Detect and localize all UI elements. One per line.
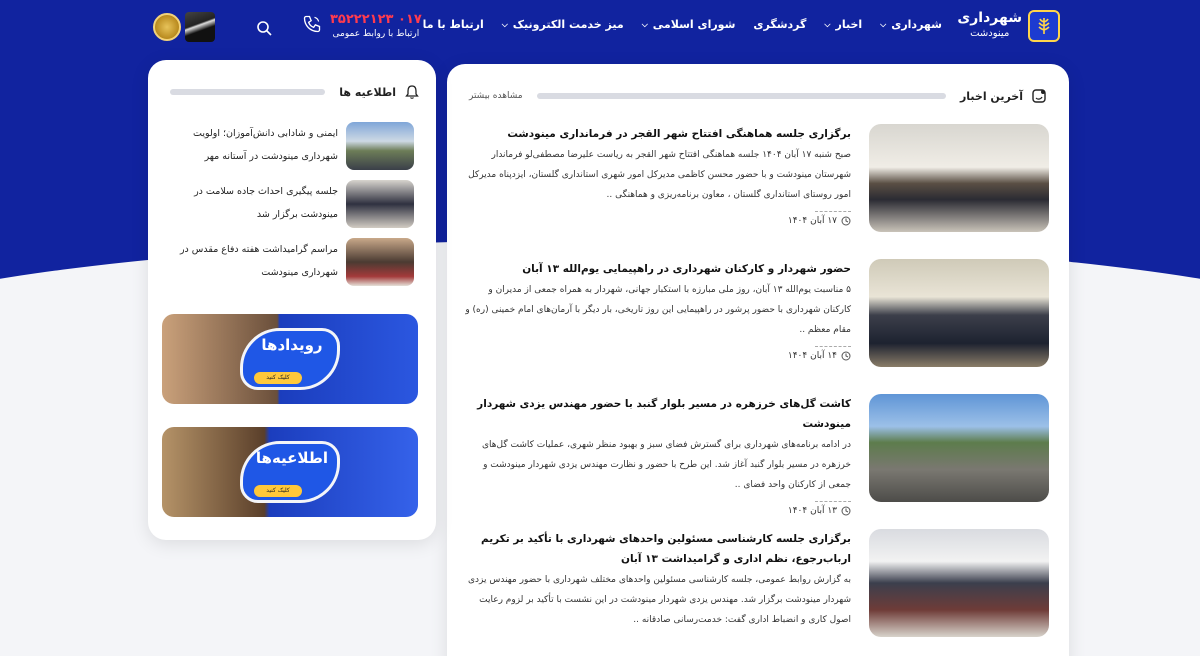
clock-icon <box>841 351 851 361</box>
announcement-item[interactable] <box>174 180 414 238</box>
main-nav <box>423 18 942 31</box>
chevron-down-icon: ⌵ <box>824 19 831 29</box>
nav-label: شورای اسلامی <box>652 18 736 31</box>
announcement-title[interactable]: ایمنی و شادابی دانش‌آموزان؛ اولویت شهرداری مینودشت در آستانه مهر <box>192 128 338 162</box>
events-banner[interactable] <box>162 314 418 404</box>
site-header <box>0 0 1200 56</box>
news-item-date <box>464 506 851 516</box>
news-icon <box>1031 88 1047 104</box>
emblem-badge-icon <box>153 13 181 41</box>
latest-news-card <box>447 64 1069 656</box>
phone-text <box>330 12 422 40</box>
news-item-date <box>464 351 851 361</box>
see-more-link[interactable]: مشاهده بیشتر <box>469 91 523 101</box>
divider <box>815 346 851 347</box>
phone-number: ۰۱۷ ۳۵۲۲۲۱۲۳ <box>330 12 422 27</box>
news-list <box>464 124 1049 656</box>
bell-icon <box>404 84 420 100</box>
phone-label: ارتباط با روابط عمومی <box>332 29 420 39</box>
nav-item-news[interactable] <box>824 18 862 31</box>
chevron-down-icon: ⌵ <box>641 19 648 29</box>
news-thumbnail[interactable] <box>869 529 1049 637</box>
nav-label: ارتباط با ما <box>422 18 484 31</box>
news-item-summary: ۵ مناسبت یوم‌الله ۱۳ آبان، روز ملی مبارزه با استکبار جهانی، شهردار به همراه جمعی از مدیران و کارکنان شهرداری با حضور پرشور در راهپیمایی این روز تاریخی، بار دیگر با آرمان‌های امام خمینی (ره) و مقام معظم .. <box>465 285 851 335</box>
news-title: آخرین اخبار <box>959 89 1023 103</box>
announcements-title: اطلاعیه ها <box>339 85 396 99</box>
news-item-title[interactable]: برگزاری جلسه هماهنگی افتتاح شهر القجر در فرمانداری مینودشت <box>507 128 851 140</box>
news-item-summary: در ادامه برنامه‌های شهرداری برای گسترش فضای سبز و بهبود منظر شهری، عملیات کاشت گل‌های خرزهره در مسیر بلوار گنبد آغاز شد. این طرح با حضور و نظارت مهندس یزدی شهردار مینودشت و جمعی از کارکنان واحد فضای .. <box>481 440 851 490</box>
banner-label: اطلاعیه‌ها <box>255 449 329 467</box>
news-body <box>464 259 851 394</box>
news-item-summary: صبح شنبه ۱۷ آبان ۱۴۰۴ جلسه هماهنگی افتتاح شهر القجر به ریاست علیرضا مصطفی‌لو فرماندار شهرستان مینودشت و با حضور محسن کاظمی مدیرکل امور شهری استانداری گلستان، ایزدپناه مدیرکل امور روستای استانداری گلستان ، معاون برنامه‌ریزی و هماهنگی .. <box>468 150 851 200</box>
banner-click-button[interactable]: کلیک کنید <box>254 485 302 497</box>
news-item-date <box>464 216 851 226</box>
announcement-thumbnail[interactable] <box>346 238 414 286</box>
nav-label: گردشگری <box>753 18 807 31</box>
banner-label: رویدادها <box>261 336 323 354</box>
news-item[interactable] <box>464 529 1049 656</box>
contact-phone[interactable] <box>302 12 422 40</box>
news-item[interactable] <box>464 259 1049 394</box>
leader-portrait-image <box>185 12 215 42</box>
news-item[interactable] <box>464 394 1049 529</box>
date-text: ۱۴ آبان ۱۴۰۴ <box>787 351 837 361</box>
news-item-title[interactable]: حضور شهردار و کارکنان شهرداری در راهپیمایی یوم‌الله ۱۳ آبان <box>522 263 851 275</box>
divider <box>170 89 325 95</box>
announcement-item[interactable] <box>174 122 414 180</box>
date-text: ۱۳ آبان ۱۴۰۴ <box>787 506 837 516</box>
nav-item-council[interactable] <box>642 18 736 31</box>
brand-title: شهرداری <box>957 10 1022 26</box>
announcements-banner[interactable] <box>162 427 418 517</box>
clock-icon <box>841 216 851 226</box>
announcements-list <box>174 122 414 296</box>
leaders-images <box>153 12 215 42</box>
banner-click-button[interactable]: کلیک کنید <box>254 372 302 384</box>
announcement-thumbnail[interactable] <box>346 180 414 228</box>
nav-item-eservices[interactable] <box>502 18 624 31</box>
announcements-card <box>148 60 436 540</box>
announcements-header <box>164 82 420 102</box>
announcement-title[interactable]: جلسه پیگیری احداث جاده سلامت در مینودشت برگزار شد <box>194 186 338 220</box>
news-thumbnail[interactable] <box>869 394 1049 502</box>
nav-label: اخبار <box>835 18 863 31</box>
news-item[interactable] <box>464 124 1049 259</box>
divider <box>537 93 946 99</box>
date-text: ۱۷ آبان ۱۴۰۴ <box>787 216 837 226</box>
nav-item-tourism[interactable] <box>753 18 806 31</box>
chevron-down-icon: ⌵ <box>880 19 887 29</box>
chevron-down-icon: ⌵ <box>501 19 508 29</box>
news-item-title[interactable]: کاشت گل‌های خرزهره در مسیر بلوار گنبد با حضور مهندس یزدی شهردار مینودشت <box>477 398 851 430</box>
news-card-header <box>469 86 1047 106</box>
news-body <box>464 394 851 529</box>
news-item-title[interactable]: برگزاری جلسه کارشناسی مسئولین واحدهای شهرداری با تأکید بر تکریم ارباب‌رجوع، نظم اداری و گرامیداشت ۱۳ آبان <box>480 533 851 565</box>
divider <box>815 501 851 502</box>
phone-icon <box>302 14 322 38</box>
news-body <box>464 529 851 656</box>
search-icon[interactable] <box>256 20 272 36</box>
divider <box>815 211 851 212</box>
news-thumbnail[interactable] <box>869 259 1049 367</box>
brand-subtitle: مینودشت <box>970 28 1010 39</box>
news-item-summary: به گزارش روابط عمومی، جلسه کارشناسی مسئولین واحدهای مختلف شهرداری با حضور مهندس یزدی شهردار مینودشت برگزار شد. مهندس یزدی شهردار مینودشت در این نشست با تأکید بر لزوم رعایت اصول کاری و انضباط اداری گفت: خدمت‌رسانی صادقانه .. <box>467 575 851 625</box>
clock-icon <box>841 506 851 516</box>
announcement-thumbnail[interactable] <box>346 122 414 170</box>
wheat-emblem-icon[interactable] <box>1028 10 1060 42</box>
news-body <box>464 124 851 259</box>
nav-label: میز خدمت الکترونیک <box>512 18 624 31</box>
announcement-title[interactable]: مراسم گرامیداشت هفته دفاع مقدس در شهرداری مینودشت <box>179 244 338 278</box>
nav-label: شهرداری <box>891 18 942 31</box>
nav-item-municipality[interactable] <box>880 18 942 31</box>
announcement-item[interactable] <box>174 238 414 296</box>
nav-item-contact[interactable] <box>423 18 484 31</box>
news-thumbnail[interactable] <box>869 124 1049 232</box>
brand[interactable] <box>957 10 1022 40</box>
